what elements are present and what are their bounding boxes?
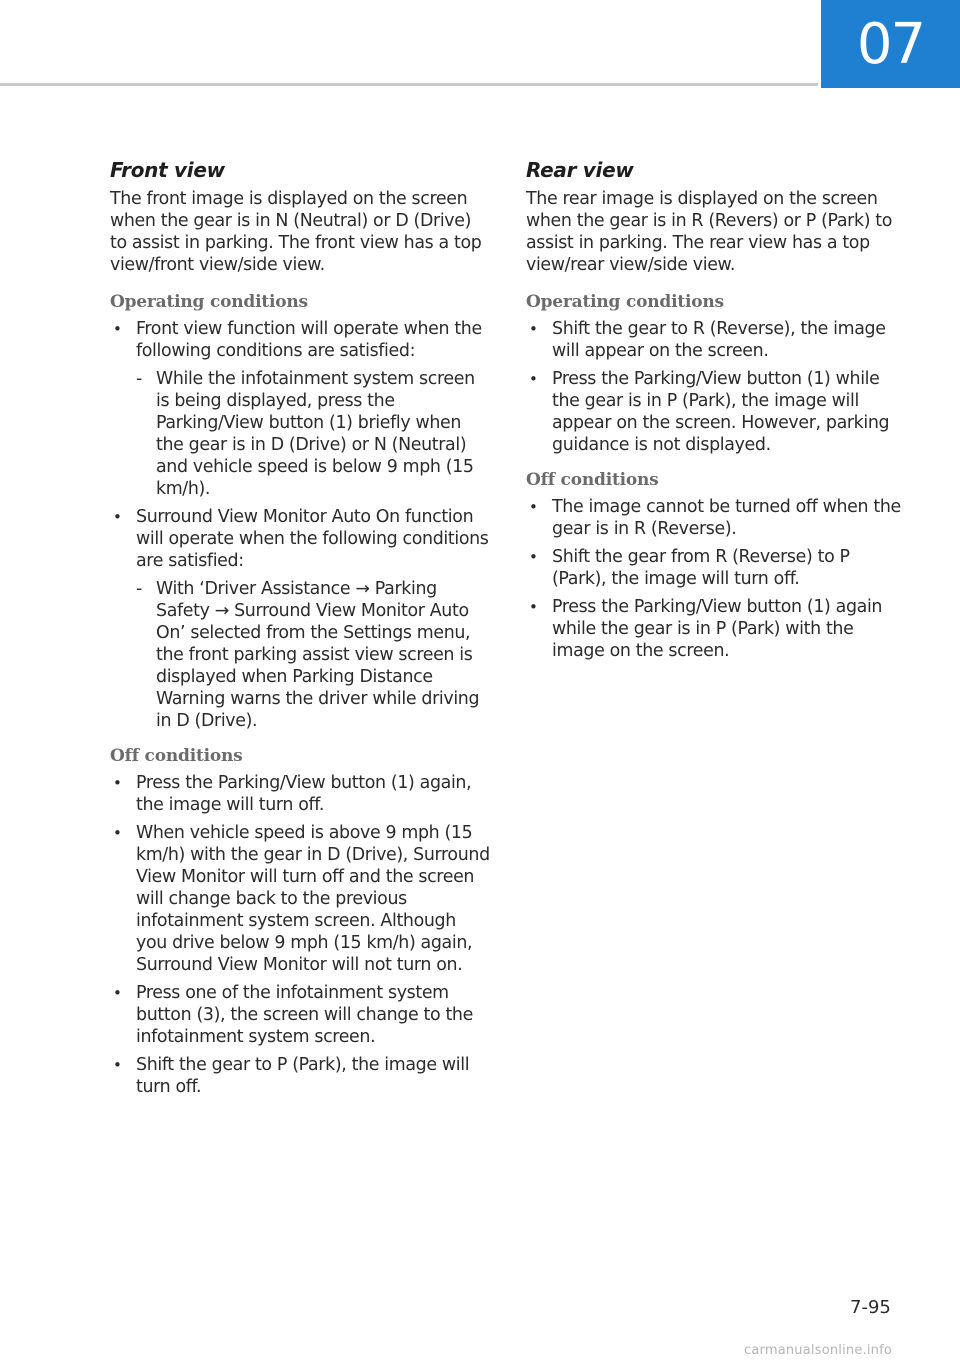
list-item-text: Shift the gear from R (Reverse) to P (Park), the image will turn off. — [552, 547, 850, 589]
rear-view-intro: The rear image is displayed on the screen when the gear is in R (Revers) or P (Park) to assist in parking. The rear view has a top view/rear view/side view. — [526, 189, 893, 275]
list-item-text: The image cannot be turned off when the gear is in R (Reverse). — [552, 497, 901, 539]
rear-operating-list — [526, 318, 906, 456]
list-item-text: Surround View Monitor Auto On function will operate when the following conditions are satisfied: — [136, 507, 489, 571]
bullet-icon: • — [113, 774, 122, 792]
list-item-text: Press one of the infotainment system button (3), the screen will change to the infotainment system screen. — [136, 983, 473, 1047]
list-item — [110, 982, 490, 1048]
front-view-title: Front view — [110, 158, 225, 182]
bullet-icon: • — [529, 320, 538, 338]
front-off-list — [110, 772, 490, 1098]
list-item — [526, 496, 906, 540]
list-item — [526, 368, 906, 456]
bullet-icon: • — [113, 824, 122, 842]
header-rule — [0, 83, 818, 86]
page-number: 7-95 — [850, 1297, 891, 1318]
list-item — [110, 506, 490, 732]
sub-list-item-text: While the infotainment system screen is being displayed, press the Parking/View button (1) briefly when the gear is in D (Drive) or N (Neutral) and vehicle speed is below 9 mph (15 km/h). — [156, 369, 475, 499]
list-item-text: Shift the gear to R (Reverse), the image will appear on the screen. — [552, 319, 886, 361]
dash-icon: - — [136, 369, 142, 389]
list-item-text: When vehicle speed is above 9 mph (15 km/h) with the gear in D (Drive), Surround View Monitor will turn off and the screen will change back to the previous infotainment system screen. Although you drive below 9 mph (15 km/h) again, Surround View Monitor will not turn on. — [136, 823, 490, 975]
rear-view-title: Rear view — [526, 158, 634, 182]
bullet-icon: • — [529, 370, 538, 388]
list-item — [526, 546, 906, 590]
sub-list-item — [136, 578, 490, 732]
left-column — [110, 158, 490, 1112]
list-item-text: Press the Parking/View button (1) again while the gear is in P (Park) with the image on the screen. — [552, 597, 883, 661]
list-item — [526, 596, 906, 662]
sub-list — [136, 578, 490, 732]
bullet-icon: • — [113, 320, 122, 338]
front-operating-heading: Operating conditions — [110, 292, 308, 312]
list-item-text: Front view function will operate when the following conditions are satisfied: — [136, 319, 482, 361]
list-item — [526, 318, 906, 362]
bullet-icon: • — [113, 984, 122, 1002]
bullet-icon: • — [529, 548, 538, 566]
rear-off-heading: Off conditions — [526, 470, 659, 490]
chapter-tab: 07 — [821, 0, 960, 88]
list-item — [110, 318, 490, 500]
front-operating-list — [110, 318, 490, 732]
bullet-icon: • — [113, 508, 122, 526]
list-item — [110, 772, 490, 816]
sub-list — [136, 368, 490, 500]
sub-list-item — [136, 368, 490, 500]
sub-list-item-text: With ‘Driver Assistance → Parking Safety → Surround View Monitor Auto On’ selected from the Settings menu, the front parking assist view screen is displayed when Parking Distance Warning warns the driver while driving in D (Drive). — [156, 579, 480, 731]
list-item-text: Shift the gear to P (Park), the image will turn off. — [136, 1055, 470, 1097]
front-off-heading: Off conditions — [110, 746, 243, 766]
rear-off-list — [526, 496, 906, 662]
front-view-intro: The front image is displayed on the screen when the gear is in N (Neutral) or D (Drive) to assist in parking. The front view has a top view/front view/side view. — [110, 189, 482, 275]
rear-operating-heading: Operating conditions — [526, 292, 724, 312]
bullet-icon: • — [529, 498, 538, 516]
right-column — [526, 158, 906, 676]
bullet-icon: • — [113, 1056, 122, 1074]
list-item-text: Press the Parking/View button (1) while the gear is in P (Park), the image will appear on the screen. However, parking guidance is not displayed. — [552, 369, 890, 455]
list-item-text: Press the Parking/View button (1) again, the image will turn off. — [136, 773, 472, 815]
list-item — [110, 1054, 490, 1098]
dash-icon: - — [136, 579, 142, 599]
watermark-text: carmanualsonline.info — [744, 1343, 893, 1358]
bullet-icon: • — [529, 598, 538, 616]
list-item — [110, 822, 490, 976]
